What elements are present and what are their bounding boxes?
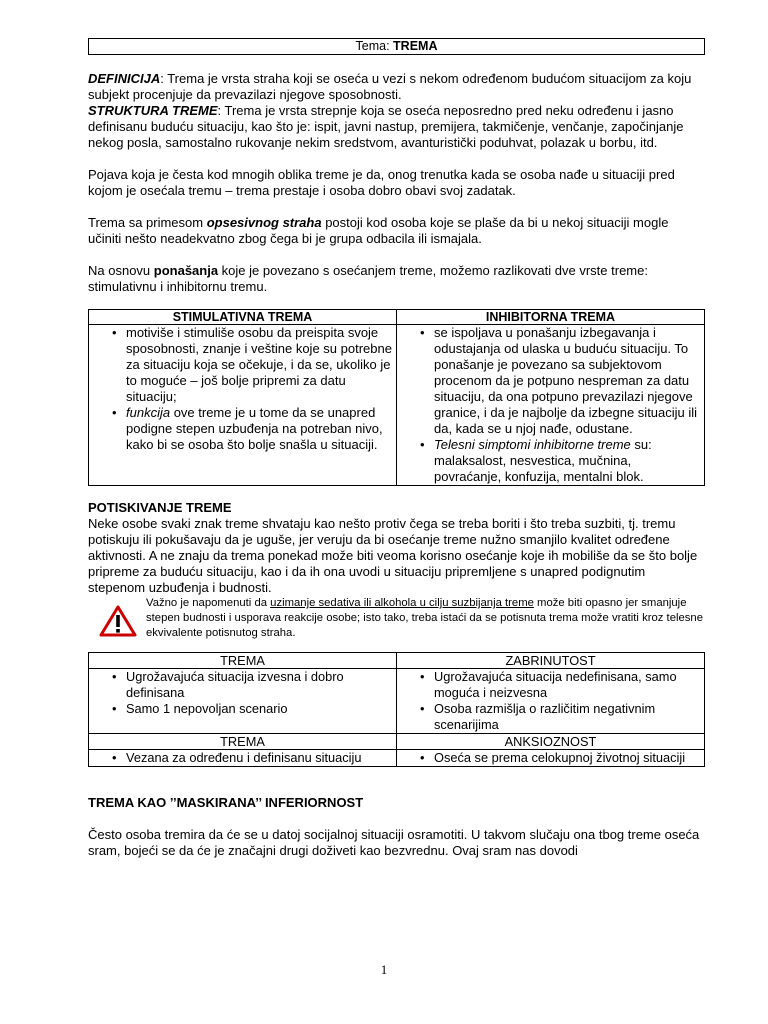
trema-anxiety-right <box>397 750 705 767</box>
list-item-text: ove treme je u tome da se unapred podigne stepen uzbuđenja na potreban nivo, kako bi se osoba što bolje snašla u situaciji. <box>126 405 383 452</box>
list-item <box>92 405 393 453</box>
trema-header-2: TREMA <box>89 734 397 750</box>
list-item: • Oseća se prema celokupnoj životnoj situaciji <box>400 750 701 766</box>
obsessive-paragraph <box>88 215 705 247</box>
list-item-text: su: malaksalost, nesvestica, mučnina, povraćanje, konfuzija, mentalni blok. <box>434 437 652 484</box>
obsessive-text-before: Trema sa primesom <box>88 215 207 230</box>
topic-prefix: Tema: <box>355 39 394 53</box>
page-number: 1 <box>380 962 388 977</box>
behavior-text-after: koje je povezano s osećanjem treme, možemo razlikovati dve vrste treme: stimulativnu i inhibitornu tremu. <box>88 263 648 294</box>
obsessive-term: opsesivnog straha <box>206 215 322 230</box>
warning-text-before: Važno je napomenuti da <box>146 597 271 609</box>
worry-header: ZABRINUTOST <box>397 653 705 669</box>
behavior-term: ponašanja <box>153 263 219 278</box>
stimulative-cell <box>89 325 397 486</box>
suppression-title: POTISKIVANJE TREME <box>88 500 232 515</box>
symptoms-term: Telesni simptomi inhibitorne treme <box>434 437 631 452</box>
masked-inferiority-title: TREMA KAO ’’MASKIRANA’’ INFERIORNOST <box>88 795 364 810</box>
definition-label: DEFINICIJA <box>88 71 161 86</box>
list-item: • Osoba razmišlja o različitim negativnim scenarijima <box>400 701 701 733</box>
list-item: • motiviše i stimuliše osobu da preispita svoje sposobnosti, znanje i veštine koje su potrebne za situaciju koja se očekuje, i da se, ukoliko je to moguće – još bolje pripremi za datu situaciju; <box>92 325 393 405</box>
structure-label: STRUKTURA TREME <box>88 103 218 118</box>
warning-box <box>88 596 705 644</box>
definition-paragraph <box>88 71 705 103</box>
warning-text-after: može biti opasno jer smanjuje stepen budnosti i usporava reakcije osobe; isto tako, treba istaći da se potisnuta trema može vratiti kroz telesne ekvivalente potisnutog straha. <box>146 597 703 639</box>
behavior-text-before: Na osnovu <box>88 263 154 278</box>
masked-inferiority-paragraph: Često osoba tremira da će se u datoj socijalnoj situaciji osramotiti. U takvom slučaju ona tbog treme oseća sram, bojeći se da će je značajni drugi doživeti kao bezvrednu. Ovaj sram nas dovodi <box>88 827 700 858</box>
occurrence-paragraph: Pojava koja je česta kod mnogih oblika treme je da, onog trenutka kada se osoba nađe u situaciji pred kojom je osećala tremu – trema prestaje i osoba dobro obavi svoj zadatak. <box>88 167 675 198</box>
trema-worry-left <box>89 669 397 734</box>
inhibitory-cell <box>397 325 705 486</box>
trema-header: TREMA <box>89 653 397 669</box>
topic-title-box <box>88 38 705 55</box>
definition-text: : Trema je vrsta straha koji se oseća u vezi s nekom određenom budućom situacijom za koju subjekt procenjuje da prevazilazi njegove sposobnosti. <box>88 71 692 102</box>
list-item: • Ugrožavajuća situacija izvesna i dobro definisana <box>92 669 393 701</box>
list-item: • Ugrožavajuća situacija nedefinisana, samo moguća i neizvesna <box>400 669 701 701</box>
list-item: • se ispoljava u ponašanju izbegavanja i odustajanja od ulaska u buduću situaciju. To ponašanje je povezano sa subjektovom procenom da je potpuno nespreman za datu situaciju, da ona potpuno prevazilazi njegove granice, i da je najbolje da izbegne situaciju ili da, kada se u njoj nađe, odustane. <box>400 325 701 437</box>
list-item <box>400 437 701 485</box>
trema-anxiety-left <box>89 750 397 767</box>
document-body <box>88 38 705 859</box>
structure-paragraph <box>88 103 705 151</box>
comparison-table <box>88 652 705 767</box>
behavior-paragraph <box>88 263 705 295</box>
stimulative-header: STIMULATIVNA TREMA <box>89 310 397 325</box>
function-term: funkcija <box>126 405 171 420</box>
anxiety-header: ANKSIOZNOST <box>397 734 705 750</box>
suppression-paragraph: Neke osobe svaki znak treme shvataju kao nešto protiv čega se treba boriti i što treba suzbiti, tj. tremu potiskuju ili pokušavaju da je uguše, jer veruju da bi osećanje treme nužno smanjilo kvalitet određene aktivnosti. A ne znaju da trema ponekad može biti veoma korisno osećanje koje ih mobiliše da se što bolje pripreme za buduću situaciju, kao i da ih ona uvodi u situaciju pripremljene s unapred podignutim stepenom uzbuđenja i budnosti. <box>88 516 698 595</box>
trema-worry-right <box>397 669 705 734</box>
list-item: • Vezana za određenu i definisanu situaciju <box>92 750 393 766</box>
warning-underlined: uzimanje sedativa ili alkohola u cilju suzbijanja treme <box>270 597 534 609</box>
warning-note <box>146 596 706 641</box>
obsessive-text-after: postoji kod osoba koje se plaše da bi u nekoj situaciji mogle učiniti nešto neadekvatno zbog čega bi je grupa odbacila ili ismajala. <box>88 215 669 246</box>
warning-triangle-icon <box>98 604 138 642</box>
structure-text: : Trema je vrsta strepnje koja se oseća neposredno pred neku određenu i jasno definisanu buduću situaciju, kao što je: ispit, javni nastup, premijera, takmičenje, venčanje, započinjanje nekog posla, samostalno rukovanje nekim sredstvom, avanturistički poduhvat, polazak u borbu, itd. <box>88 103 684 150</box>
topic-name: TREMA <box>393 39 438 53</box>
inhibitory-header: INHIBITORNA TREMA <box>397 310 705 325</box>
list-item: • Samo 1 nepovoljan scenario <box>92 701 393 717</box>
trema-types-table <box>88 309 705 486</box>
